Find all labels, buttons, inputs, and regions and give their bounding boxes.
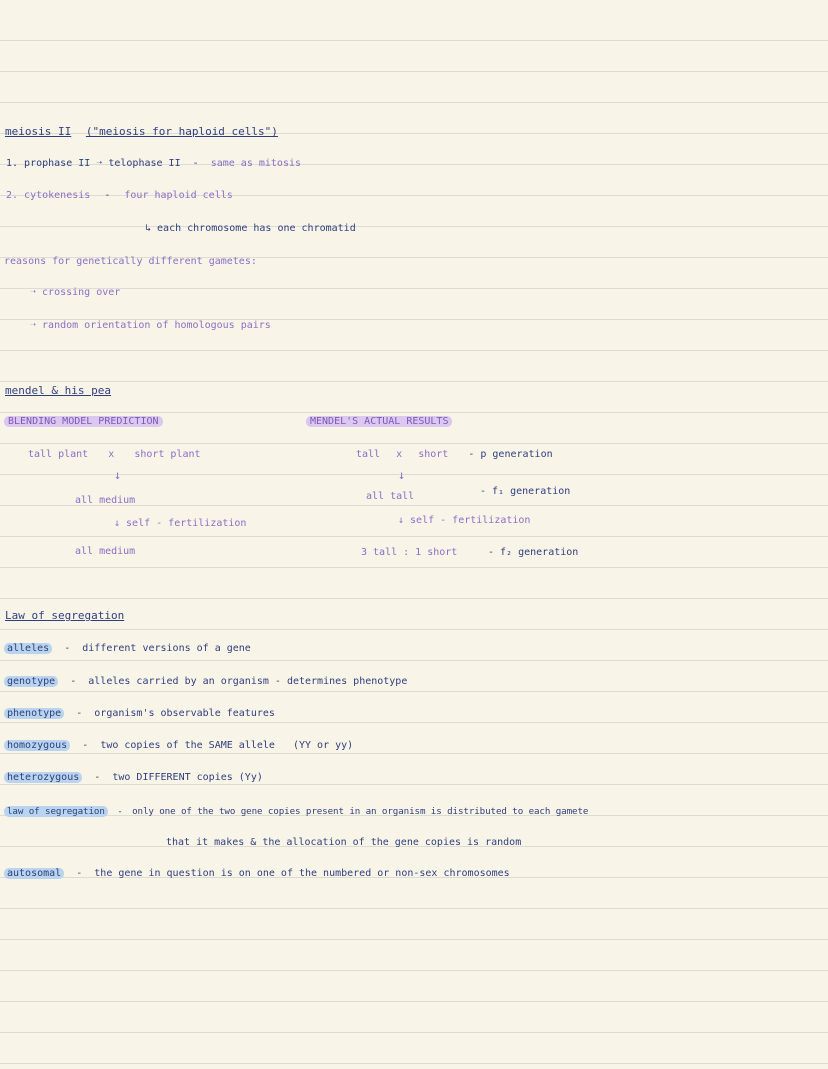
blending-cross-left: tall plant [28, 449, 89, 460]
actual-self-fertilization: ↓ self - fertilization [398, 515, 531, 526]
def-row-alleles [4, 642, 251, 656]
actual-title: MENDEL'S ACTUAL RESULTS [306, 416, 452, 427]
def-row-autosomal [4, 867, 510, 881]
def-law-of-segregation: only one of the two gene copies present in an organism is distributed to each gamete [132, 806, 589, 817]
reason-crossing-over: ➝ crossing over [30, 287, 121, 298]
def-dash: - [64, 643, 71, 654]
blending-f2: all medium [75, 546, 136, 557]
blending-cross-right: short plant [134, 449, 201, 460]
def-dash: - [76, 708, 83, 719]
actual-f2-label: - f₂ generation [488, 547, 579, 558]
meiosis-heading-row [5, 125, 278, 139]
actual-cross-right: short [418, 449, 449, 460]
actual-down-arrow: ↓ [398, 468, 406, 482]
def-dash: - [82, 740, 89, 751]
def-row-law-of-segregation [4, 805, 588, 819]
term-alleles: alleles [4, 643, 52, 654]
reason-random-orientation: ➝ random orientation of homologous pairs [30, 320, 271, 331]
meiosis-step-1 [6, 157, 301, 171]
actual-f1: all tall [366, 491, 415, 502]
reasons-heading: reasons for genetically different gametes: [4, 256, 257, 267]
def-row-genotype [4, 675, 407, 689]
def-autosomal: the gene in question is on one of the numbered or non-sex chromosomes [94, 868, 510, 879]
def-genotype: alleles carried by an organism - determines phenotype [88, 676, 408, 687]
def-dash: - [70, 676, 77, 687]
blending-cross [28, 448, 201, 462]
step2-dash: - [104, 190, 111, 201]
def-dash: - [117, 806, 123, 817]
meiosis-step-2 [6, 189, 233, 203]
def-dash: - [76, 868, 83, 879]
blending-title: BLENDING MODEL PREDICTION [4, 416, 163, 427]
step1-note: same as mitosis [210, 158, 302, 169]
step2-subnote: ↳ each chromosome has one chromatid [145, 223, 356, 234]
actual-f1-label: - f₁ generation [480, 486, 571, 497]
meiosis-heading-note: ("meiosis for haploid cells") [85, 125, 278, 138]
term-heterozygous: heterozygous [4, 772, 82, 783]
actual-cross-x: x [396, 449, 403, 460]
blending-f1: all medium [75, 495, 136, 506]
step1-dash: - [192, 158, 199, 169]
term-autosomal: autosomal [4, 868, 64, 879]
def-law-continuation: that it makes & the allocation of the gene copies is random [166, 837, 522, 848]
step1-text: 1. prophase II ➝ telophase II [6, 158, 181, 169]
meiosis-heading: meiosis II [5, 125, 72, 138]
blending-cross-x: x [108, 449, 115, 460]
term-law-of-segregation: law of segregation [4, 806, 108, 817]
actual-cross [356, 448, 553, 462]
def-heterozygous: two DIFFERENT copies (Yy) [112, 772, 263, 783]
actual-title-wrap [306, 415, 452, 429]
blending-down-arrow: ↓ [114, 468, 122, 482]
segregation-heading: Law of segregation [5, 609, 125, 622]
def-homozygous: two copies of the SAME allele (YY or yy) [100, 740, 354, 751]
step2-note: four haploid cells [124, 190, 233, 201]
blending-title-wrap [4, 415, 163, 429]
def-dash: - [94, 772, 101, 783]
term-homozygous: homozygous [4, 740, 70, 751]
def-alleles: different versions of a gene [82, 643, 251, 654]
def-row-phenotype [4, 707, 275, 721]
def-row-homozygous [4, 739, 353, 753]
def-phenotype: organism's observable features [94, 708, 275, 719]
term-phenotype: phenotype [4, 708, 64, 719]
term-genotype: genotype [4, 676, 58, 687]
step2-text: 2. cytokenesis [6, 190, 91, 201]
actual-p-label: - p generation [468, 449, 553, 460]
actual-cross-left: tall [356, 449, 381, 460]
mendel-heading: mendel & his pea [5, 384, 111, 397]
def-row-heterozygous [4, 771, 263, 785]
actual-f2: 3 tall : 1 short [361, 547, 458, 558]
blending-self-fertilization: ↓ self - fertilization [114, 518, 247, 529]
